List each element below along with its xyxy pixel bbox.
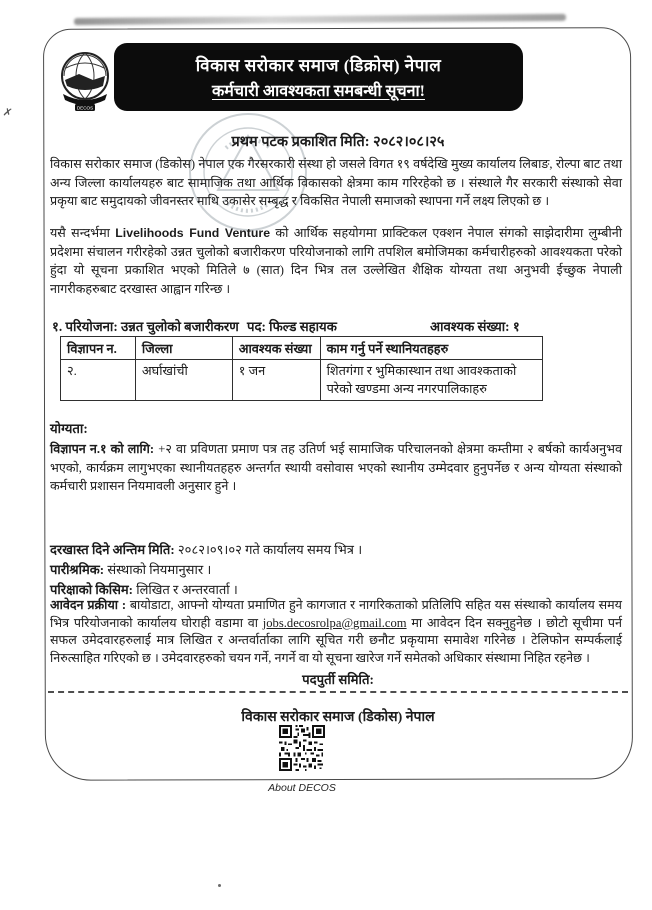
qr-caption: About DECOS (268, 782, 336, 794)
cell-required-count: १ जन (232, 360, 320, 401)
qr-code (279, 725, 325, 771)
deadline-value: २०८२।०९।०२ गते कार्यालय समय भित्र । (174, 542, 363, 557)
intro-paragraph: विकास सरोकार समाज (डिकोस) नेपाल एक गैरसरकारी संस्था हो जसले विगत १९ वर्षदेखि मुख्य कार्यालय लिबाङ, रोल्पा बाट तथा अन्य जिल्ला कार्यालयहरु बाट सामाजिक तथा आर्थिक विकासको क्षेत्रमा काम गरिरहेको छ । संस्थाले गैर सरकारी संस्थाको सेवा प्रकृया बाट समुदायको जीवनस्तर माथि उकासेर सम्बृद्ध र विकसित नेपाली समाजको स्थापना गर्ने लक्ष्य लिएको छ । (50, 157, 622, 208)
context-prefix: यसै सन्दर्भमा (50, 226, 116, 240)
context-paragraph (50, 224, 622, 298)
header-ad-no: विज्ञापन न. (61, 337, 136, 360)
table-row (61, 360, 543, 401)
cell-district: अर्घाखांची (135, 360, 232, 401)
header-district: जिल्ला (135, 337, 232, 360)
application-process-label: आवेदन प्रक्रीया : (50, 598, 127, 612)
remuneration-line (50, 560, 624, 578)
application-after-email: मा आवेदन दिन सक्नुहुनेछ । छोटो सूचीमा पर्न सफल उमेदवारहरुलाई मात्र लिखित र अन्तर्वार्ताका लागि सूचित गरी छनौट प्रकृयामा समावेश गरिनेछ । टेलिफोन सम्पर्कलाई निरुत्साहित गरिएको छ । उमेदवारहरुको चयन गर्ने, नगर्ने वा यो सूचना खारेज गर्ने समेतको अधिकार संस्थामा निहित रहनेछ । (50, 615, 622, 665)
application-process-paragraph (50, 597, 622, 667)
remuneration-label: पारीश्रमिक: (50, 562, 105, 577)
dashed-divider (48, 691, 628, 693)
exam-type-label: परिक्षाको किसिम: (50, 582, 133, 597)
qualification-heading: योग्यता: (50, 421, 88, 436)
context-suffix: को आर्थिक सहयोगमा प्राक्टिकल एक्शन नेपाल संगको साझेदारीमा लुम्बीनी प्रदेशमा संचालन गरीरहेको उन्नत चुलोको बजारीकरण परियोजनाको लागि तपशिल बमोजिमका कर्मचारीहरुको आवश्यकता परेको हुंदा यो सूचना प्रकाशित भएको मितिले ७ (सात) दिन भित्र तल उल्लेखित शैक्षिक योग्यता तथा अनुभवी ईच्छुक नेपाली नागरीकहरुबाट दरखास्त आह्वान गरिन्छ । (50, 226, 623, 296)
logo-caption-text: DECOS (76, 105, 94, 111)
notice-subject-title: कर्मचारी आवश्यकता समबन्धी सूचना! (212, 83, 425, 100)
cell-ad-no: २. (61, 360, 136, 401)
deadline-line (50, 540, 624, 558)
recruitment-committee-label: पदपुर्ती समिति: (302, 672, 374, 687)
post-label: पद: फिल्ड सहायक (247, 319, 337, 334)
qualification-paragraph (50, 440, 622, 496)
decos-logo (57, 50, 113, 136)
header-required-count: आवश्यक संख्या (232, 337, 320, 360)
scan-dot (218, 884, 221, 887)
notice-title-box (114, 43, 523, 111)
scan-artifact-streak (74, 14, 566, 25)
funder-name: Livelihoods Fund Venture (115, 226, 271, 240)
remuneration-value: संस्थाको नियमानुसार । (104, 562, 212, 577)
pen-mark: ✗ (1, 106, 14, 120)
application-before-email: बायोडाटा, आफ्नो योग्यता प्रमाणित हुने कागजात र नागरिकताको प्रतिलिपि सहित यस संस्थाको कार्यालय समय भित्र परियोजनाको कार्यालय घोराही वडामा वा (50, 598, 622, 630)
published-date-line: प्रथम पटक प्रकाशित मिति: २०८२।०८।२५ (231, 134, 445, 150)
qualification-body: +२ वा प्रविणता प्रमाण पत्र तह उतिर्ण भई सामाजिक परिचालनको क्षेत्रमा कम्तीमा २ बर्षको कार्यअनुभव भएको, कार्यक्रम लागुभएका स्थानीयतहहरु अन्तर्गत स्थायी वसोवास भएको स्थानीय उम्मेदवार हुनुपर्नेछ र अन्य योग्यता संस्थाको कर्मचारी प्रशासन नियमावली अनुसार हुने । (50, 442, 622, 493)
project-label: १. परियोजना: उन्नत चुलोको बजारीकरण (52, 319, 239, 334)
vacancy-summary-line (0, 317, 652, 335)
cell-work-locations: शितगंगा र भुमिकास्थान तथा आवश्कताको परेको खण्डमा अन्य नगरपालिकाहरु (320, 360, 542, 401)
header-work-locations: काम गर्नु पर्ने स्थानियतहहरु (320, 337, 542, 360)
exam-type-value: लिखित र अन्तरवार्ता । (132, 582, 238, 597)
required-count-label: आवश्यक संख्या: १ (430, 319, 520, 334)
application-email-link[interactable]: jobs.decosrolpa@gmail.com (262, 615, 407, 630)
exam-type-line (50, 580, 624, 598)
qualification-lead: विज्ञापन न.१ को लागि: (50, 442, 159, 456)
table-header-row (61, 337, 543, 360)
org-name-title: विकास सरोकार समाज (डिक्रोस) नेपाल (195, 56, 442, 75)
footer-org-name: विकास सरोकार समाज (डिकोस) नेपाल (241, 710, 435, 725)
deadline-label: दरखास्त दिने अन्तिम मिति: (50, 542, 175, 557)
vacancy-table (60, 336, 543, 401)
